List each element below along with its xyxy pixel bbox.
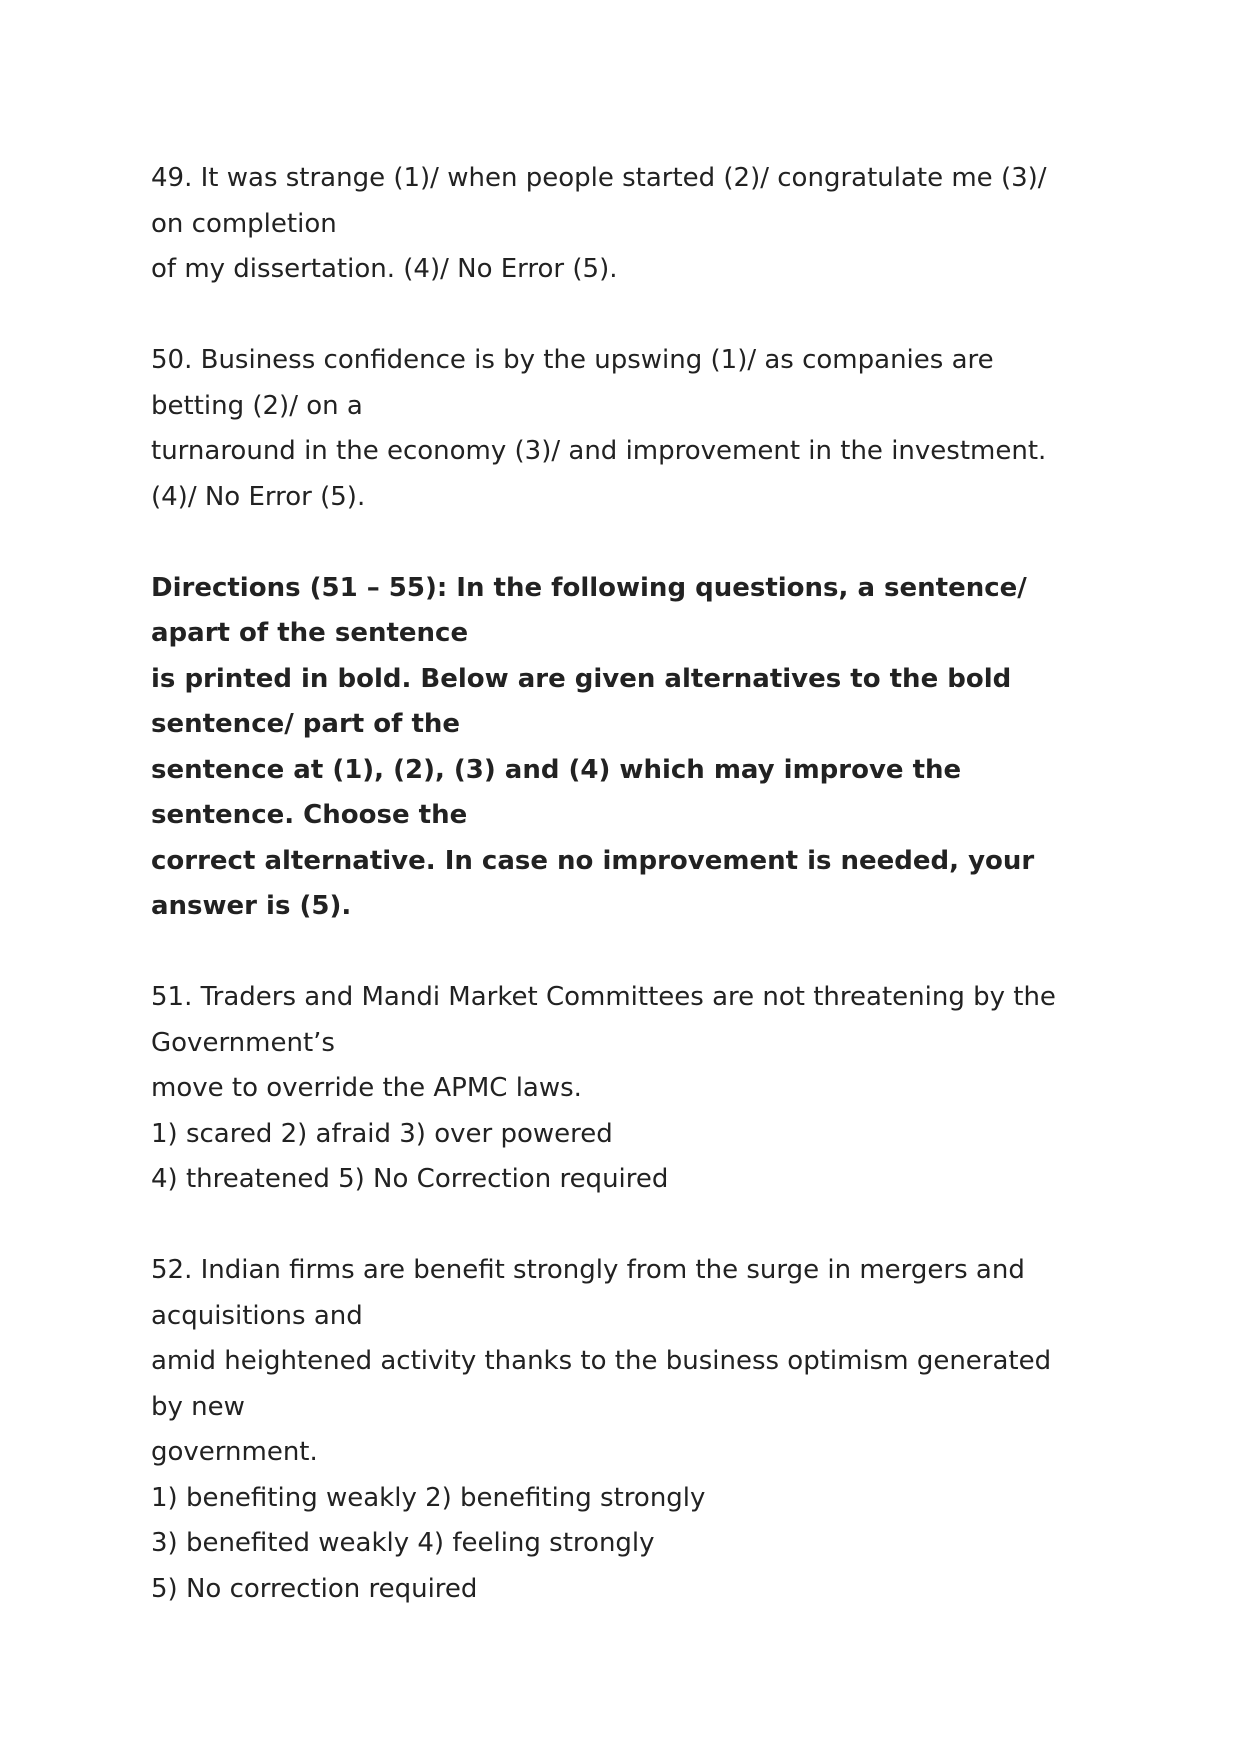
question-52 xyxy=(151,1248,1091,1612)
question-51 xyxy=(151,975,1091,1203)
question-line: 49. It was strange (1)/ when people started (2)/ congratulate me (3)/ xyxy=(151,163,1047,193)
question-line: on completion xyxy=(151,208,337,239)
answer-options-line: 1) benefiting weakly 2) benefiting strongly xyxy=(151,1482,706,1513)
directions-line: apart of the sentence xyxy=(151,618,469,648)
question-line: by new xyxy=(151,1391,245,1422)
question-line: of my dissertation. (4)/ No Error (5). xyxy=(151,254,618,284)
question-line: 52. Indian firms are benefit strongly from the surge in mergers and xyxy=(151,1255,1025,1285)
question-line: government. xyxy=(151,1437,318,1467)
question-line: Government’s xyxy=(151,1027,335,1058)
directions-line: is printed in bold. Below are given alternatives to the bold xyxy=(151,663,1012,694)
directions-line: sentence at (1), (2), (3) and (4) which may improve the xyxy=(151,754,962,785)
question-line: move to override the APMC laws. xyxy=(151,1073,582,1103)
directions-line: correct alternative. In case no improvement is needed, your xyxy=(151,845,1035,876)
question-line: amid heightened activity thanks to the business optimism generated xyxy=(151,1346,1052,1376)
answer-options-line: 4) threatened 5) No Correction required xyxy=(151,1164,669,1194)
question-line: 51. Traders and Mandi Market Committees are not threatening by the xyxy=(151,982,1056,1012)
question-line: betting (2)/ on a xyxy=(151,390,363,421)
question-line: acquisitions and xyxy=(151,1300,363,1331)
directions-line: Directions (51 – 55): In the following questions, a sentence/ xyxy=(151,572,1027,603)
answer-options-line: 5) No correction required xyxy=(151,1573,478,1604)
answer-options-line: 3) benefited weakly 4) feeling strongly xyxy=(151,1528,655,1558)
page-content xyxy=(151,156,1091,1658)
directions-line: sentence. Choose the xyxy=(151,800,468,830)
directions-line: answer is (5). xyxy=(151,891,352,921)
question-49 xyxy=(151,156,1091,293)
answer-options-line: 1) scared 2) afraid 3) over powered xyxy=(151,1118,613,1149)
directions-line: sentence/ part of the xyxy=(151,709,461,739)
question-50 xyxy=(151,338,1091,520)
question-line: (4)/ No Error (5). xyxy=(151,481,366,512)
question-line: 50. Business confidence is by the upswing (1)/ as companies are xyxy=(151,345,994,375)
directions-block xyxy=(151,566,1091,930)
question-line: turnaround in the economy (3)/ and improvement in the investment. xyxy=(151,436,1047,466)
